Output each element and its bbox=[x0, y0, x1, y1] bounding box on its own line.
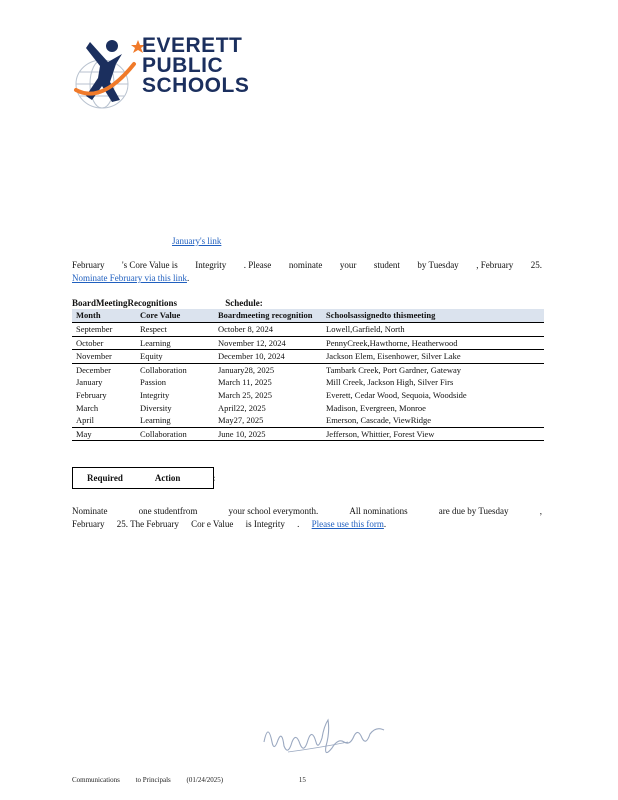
intro-word: , February bbox=[476, 260, 514, 270]
cell-schools: PennyCreek,Hawthorne, Heatherwood bbox=[322, 336, 544, 350]
table-row bbox=[72, 323, 544, 337]
action-line-1 bbox=[72, 505, 542, 518]
cell-month: November bbox=[72, 350, 136, 364]
logo-line-1: EVERETT bbox=[142, 34, 243, 57]
cell-schools: Everett, Cedar Wood, Sequoia, Woodside bbox=[326, 389, 467, 400]
action-label: Action bbox=[154, 473, 181, 483]
cell-month: January bbox=[76, 377, 103, 388]
nomination-form-link[interactable]: Please use this form bbox=[311, 519, 384, 529]
action-word: Nominate bbox=[72, 506, 108, 516]
footer-audience: to Principals bbox=[135, 776, 171, 784]
logo-line-3: SCHOOLS bbox=[142, 74, 250, 97]
action-link-suffix: . bbox=[383, 519, 387, 529]
cell-board-date: January28, 2025 bbox=[218, 364, 275, 375]
column-header-board-meeting: Boardmeeting recognition bbox=[214, 309, 322, 323]
cell-schools: Madison, Evergreen, Monroe bbox=[326, 402, 426, 413]
schedule-heading bbox=[72, 298, 263, 308]
logo-line-2: PUBLIC bbox=[142, 54, 224, 77]
cell-month: September bbox=[72, 323, 136, 337]
cell-schools: Jefferson, Whittier, Forest View bbox=[322, 427, 544, 441]
intro-word: 25. bbox=[530, 260, 542, 270]
action-word: February bbox=[72, 519, 105, 529]
cell-month: March bbox=[76, 402, 99, 413]
intro-word: 's Core Value is bbox=[122, 260, 178, 270]
intro-word: Integrity bbox=[195, 260, 227, 270]
required-colon: : bbox=[212, 473, 216, 483]
cell-board-date: December 10, 2024 bbox=[214, 350, 322, 364]
cell-board-date: November 12, 2024 bbox=[214, 336, 322, 350]
schedule-heading-right: Schedule: bbox=[225, 298, 263, 308]
intro-word: student bbox=[373, 260, 400, 270]
action-word: Cor e Value bbox=[191, 519, 234, 529]
table-row bbox=[72, 427, 544, 441]
cell-core-value: Respect bbox=[136, 323, 214, 337]
intro-word: nominate bbox=[288, 260, 323, 270]
cell-schools: Tambark Creek, Port Gardner, Gateway bbox=[326, 364, 462, 375]
intro-word: . Please bbox=[243, 260, 272, 270]
action-word: All nominations bbox=[349, 506, 408, 516]
cell-core-value: Learning bbox=[140, 415, 171, 426]
table-row bbox=[72, 363, 544, 376]
column-header-month: Month bbox=[72, 309, 136, 323]
action-line-2 bbox=[72, 518, 542, 531]
recognition-schedule-table bbox=[72, 309, 544, 441]
cell-core-value: Equity bbox=[136, 350, 214, 364]
cell-schools: Jackson Elem, Eisenhower, Silver Lake bbox=[322, 350, 544, 364]
action-word: is Integrity bbox=[245, 519, 285, 529]
cell-month: February bbox=[76, 389, 107, 400]
action-word: 25. The February bbox=[116, 519, 179, 529]
table-row bbox=[72, 414, 544, 427]
cell-board-date: October 8, 2024 bbox=[214, 323, 322, 337]
cell-board-date: April22, 2025 bbox=[218, 402, 266, 413]
action-word: are due by Tuesday bbox=[438, 506, 509, 516]
cell-board-date: June 10, 2025 bbox=[214, 427, 322, 441]
cell-core-value: Diversity bbox=[140, 402, 172, 413]
page-number: 15 bbox=[298, 776, 306, 784]
table-row bbox=[72, 350, 544, 364]
cell-month: May bbox=[72, 427, 136, 441]
intro-word: your bbox=[339, 260, 357, 270]
table-row bbox=[72, 389, 544, 402]
cell-core-value: Learning bbox=[136, 336, 214, 350]
table-body bbox=[72, 323, 544, 441]
intro-link-suffix: . bbox=[186, 273, 190, 283]
intro-word: by Tuesday bbox=[417, 260, 459, 270]
cell-month: October bbox=[72, 336, 136, 350]
cell-core-value: Collaboration bbox=[136, 427, 214, 441]
cell-core-value: Collaboration bbox=[140, 364, 187, 375]
cell-core-value: Passion bbox=[140, 377, 166, 388]
action-word: your school everymonth. bbox=[228, 506, 319, 516]
cell-board-date: March 25, 2025 bbox=[218, 389, 273, 400]
footer-title: Communications bbox=[72, 776, 120, 784]
signature-image bbox=[258, 712, 388, 762]
intro-line-2 bbox=[72, 272, 542, 285]
page-footer bbox=[72, 776, 320, 784]
cell-core-value: Integrity bbox=[140, 389, 170, 400]
table-row bbox=[72, 376, 544, 389]
schedule-heading-left: BoardMeetingRecognitions bbox=[72, 298, 177, 308]
cell-schools: Mill Creek, Jackson High, Silver Firs bbox=[326, 377, 454, 388]
column-header-core-value: Core Value bbox=[136, 309, 214, 323]
cell-schools: Emerson, Cascade, ViewRidge bbox=[326, 415, 432, 426]
intro-line-1 bbox=[72, 259, 542, 272]
intro-word: February bbox=[72, 260, 105, 270]
table-row bbox=[72, 402, 544, 415]
january-link[interactable]: January's link bbox=[172, 236, 222, 246]
action-word: . bbox=[297, 519, 300, 529]
footer-date: (01/24/2025) bbox=[186, 776, 224, 784]
intro-paragraph bbox=[72, 259, 542, 285]
cell-month: December bbox=[76, 364, 111, 375]
action-word: one studentfrom bbox=[138, 506, 198, 516]
nominate-february-link[interactable]: Nominate February via this link bbox=[72, 273, 187, 283]
column-header-schools: Schoolsassignedto thismeeting bbox=[322, 309, 544, 323]
table-row bbox=[72, 336, 544, 350]
action-paragraph bbox=[72, 505, 542, 531]
cell-month: April bbox=[76, 415, 94, 426]
cell-board-date: March 11, 2025 bbox=[218, 377, 272, 388]
logo-wordmark bbox=[142, 36, 249, 96]
action-word: , bbox=[539, 506, 542, 516]
required-label: Required bbox=[87, 473, 123, 483]
table-header-row bbox=[72, 309, 544, 323]
runner-globe-icon bbox=[72, 34, 144, 114]
required-action-box bbox=[72, 467, 214, 489]
cell-schools: Lowell,Garfield, North bbox=[322, 323, 544, 337]
cell-board-date: May27, 2025 bbox=[218, 415, 264, 426]
